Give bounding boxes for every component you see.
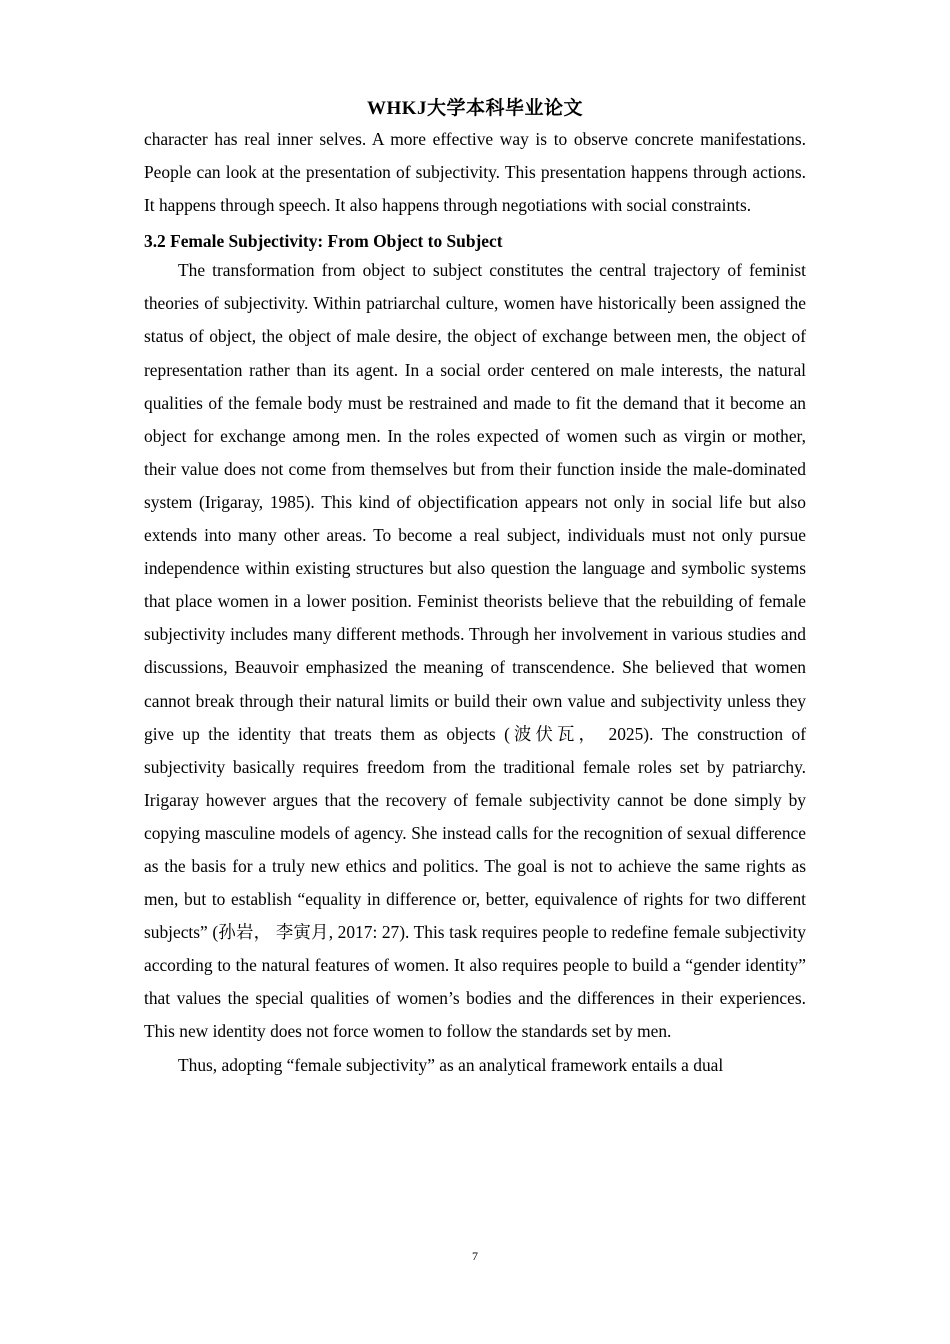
- running-header: WHKJ大学本科毕业论文: [366, 98, 584, 119]
- continued-paragraph: character has real inner selves. A more effective way is to observe concrete manifestations. People can look at the presentation of subjectivity. This presentation happens through actions. It happens through speech. It also happens through negotiations with social constraints.: [144, 129, 806, 216]
- last-paragraph: Thus, adopting “female subjectivity” as an analytical framework entails a dual: [178, 1054, 724, 1075]
- body-text: [144, 123, 806, 1082]
- section-heading: 3.2 Female Subjectivity: From Object to Subject: [144, 231, 503, 252]
- main-paragraph: The transformation from object to subject constitutes the central trajectory of feminist theories of subjectivity. Within patriarchal culture, women have historically been assigned the status of object, the object of male desire, the object of exchange between men, the object of representation rather than its agent. In a social order centered on male interests, the natural qualities of the female body must be restrained and made to fit the demand that it become an object for exchange among men. In the roles expected of women such as virgin or mother, their value does not come from themselves but from their function inside the male-dominated system (Irigaray, 1985). This kind of objectification appears not only in social life but also extends into many other areas. To become a real subject, individuals must not only pursue independence within existing structures but also question the language and symbolic systems that place women in a lower position. Feminist theorists believe that the rebuilding of female subjectivity includes many different methods. Through her involvement in various studies and discussions, Beauvoir emphasized the meaning of transcendence. She believed that women cannot break through their natural limits or build their own value and subjectivity unless they give up the identity that treats them as objects (波伏瓦， 2025). The construction of subjectivity basically requires freedom from the traditional female roles set by patriarchy. Irigaray however argues that the recovery of female subjectivity cannot be done simply by copying masculine models of agency. She instead calls for the recognition of sexual difference as the basis for a truly new ethics and politics. The goal is not to achieve the same rights as men, but to establish “equality in difference or, better, equivalence of rights for two different subjects” (孙岩， 李寅月, 2017: 27). This task requires people to redefine female subjectivity according to the natural features of women. It also requires people to build a “gender identity” that values the special qualities of women’s bodies and the differences in their experiences. This new identity does not force women to follow the standards set by men.: [144, 260, 806, 1042]
- page-number: 7: [472, 1249, 478, 1263]
